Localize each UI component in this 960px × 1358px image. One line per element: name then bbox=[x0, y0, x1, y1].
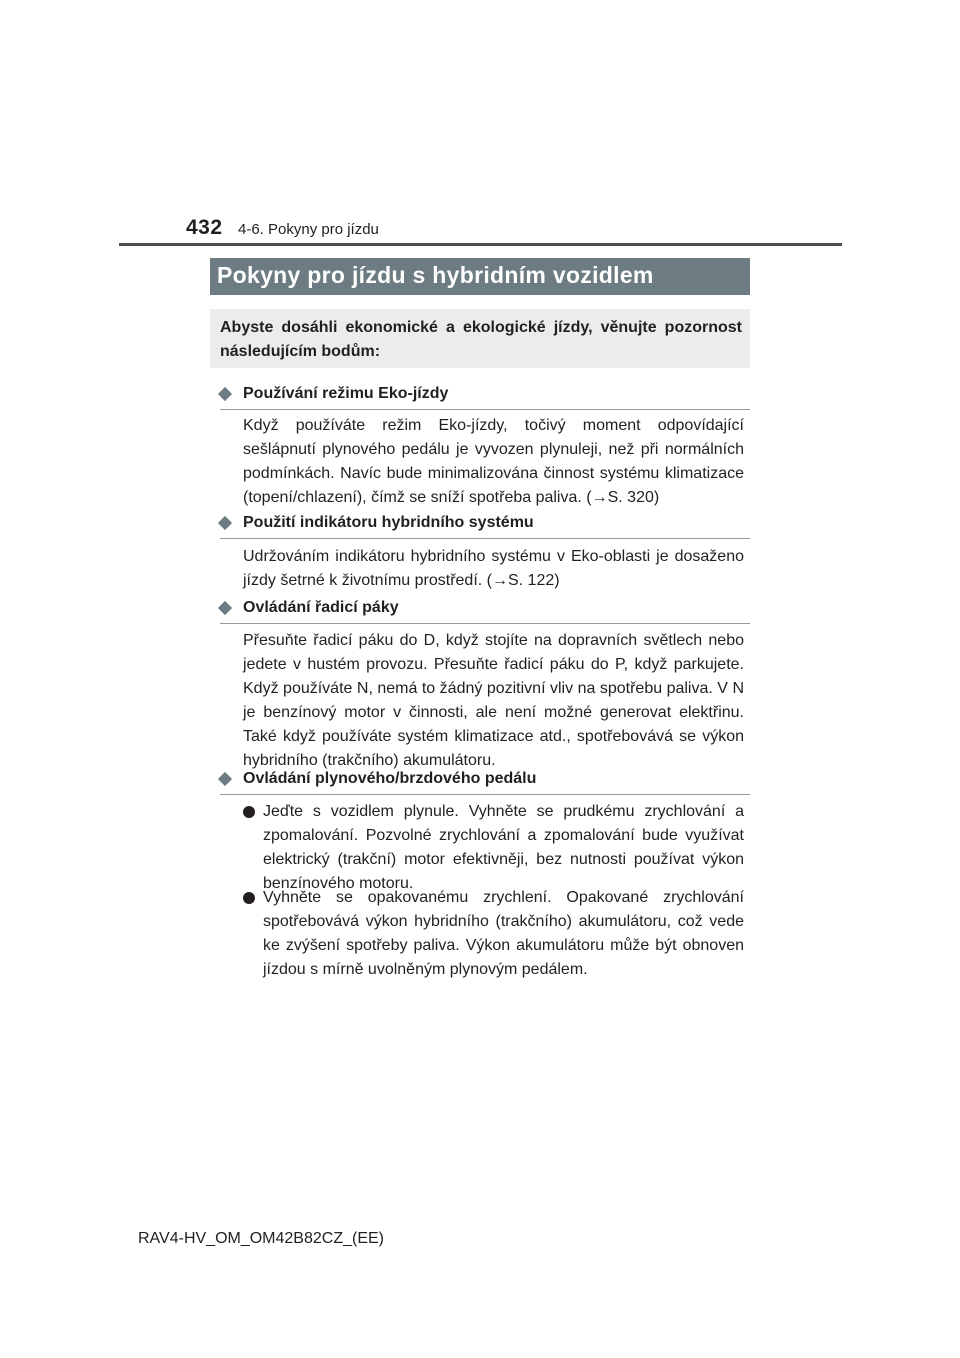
section-heading bbox=[220, 383, 750, 410]
document-code: RAV4-HV_OM_OM42B82CZ_(EE) bbox=[138, 1230, 384, 1247]
section-body: Když používáte režim Eko-jízdy, točivý moment odpovídající sešlápnutí plynového pedálu je vyvozen plynuleji, než při normálních podmínkách. Navíc bude minimalizována činnost systému klimatizace (topení/chlazení), čímž se sníží spotřeba paliva. (→S. 320) bbox=[243, 417, 744, 506]
bullet-icon bbox=[243, 806, 255, 818]
section-body: Udržováním indikátoru hybridního systému v Eko-oblasti je dosaženo jízdy šetrné k životnímu prostředí. (→S. 122) bbox=[243, 548, 744, 589]
list-item-text: Jeďte s vozidlem plynule. Vyhněte se prudkému zrychlování a zpomalování. Pozvolné zrychlování a zpomalování bude využívat elektrický (trakční) motor efektivněji, bez nutnosti používat výkon benzínového motoru. bbox=[263, 803, 744, 892]
diamond-icon bbox=[218, 601, 232, 615]
section-reference: 4-6. Pokyny pro jízdu bbox=[238, 221, 379, 238]
section-body: Přesuňte řadicí páku do D, když stojíte na dopravních světlech nebo jedete v hustém provozu. Přesuňte řadicí páku do P, když parkujete. Když používáte N, nemá to žádný pozitivní vliv na spotřebu paliva. V N je benzínový motor v činnosti, ale není možné generovat elektřinu. Také když používáte systém klimatizace atd., spotřebovává se výkon hybridního (trakčního) akumulátoru. bbox=[243, 632, 744, 769]
header-rule bbox=[119, 243, 842, 246]
page-title: Pokyny pro jízdu s hybridním vozidlem bbox=[217, 262, 654, 288]
diamond-icon bbox=[218, 387, 232, 401]
list-item-text: Vyhněte se opakovanému zrychlení. Opakované zrychlování spotřebovává výkon hybridního (trakčního) akumulátoru, což vede ke zvýšení spotřeby paliva. Výkon akumulátoru může být obnoven jízdou s mírně uvolněným plynovým pedálem. bbox=[263, 889, 744, 978]
section-heading-text: Používání režimu Eko-jízdy bbox=[243, 385, 449, 402]
page-number: 432 bbox=[186, 216, 223, 239]
section-heading bbox=[220, 512, 750, 539]
section-heading-text: Použití indikátoru hybridního systému bbox=[243, 514, 534, 531]
section-heading bbox=[220, 597, 750, 624]
section-heading-text: Ovládání řadicí páky bbox=[243, 599, 399, 616]
intro-text: Abyste dosáhli ekonomické a ekologické jízdy, věnujte pozornost následujícím bodům: bbox=[220, 319, 742, 360]
section-heading-text: Ovládání plynového/brzdového pedálu bbox=[243, 770, 537, 787]
section-heading bbox=[220, 768, 750, 795]
diamond-icon bbox=[218, 516, 232, 530]
bullet-icon bbox=[243, 892, 255, 904]
diamond-icon bbox=[218, 772, 232, 786]
